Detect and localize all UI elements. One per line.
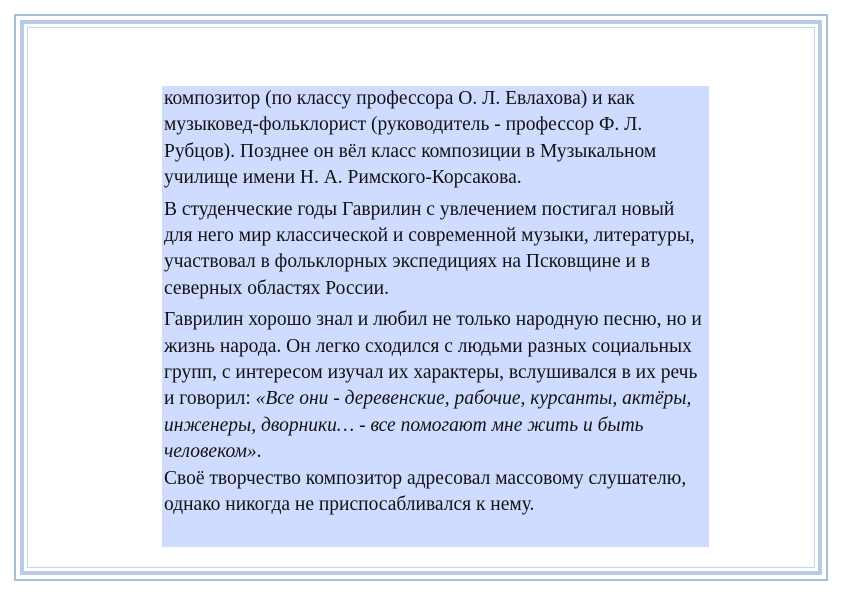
paragraph-student-years: В студенческие годы Гаврилин с увлечением постигал новый для него мир классической и современной музыки, литературы, участвовал в фольклорных экспедициях на Псковщине и в северных областях России. — [164, 198, 695, 299]
quote-end: . — [256, 441, 262, 463]
paragraph-folk-life-text: Гаврилин хорошо знал и любил не только народную песню, но и жизнь народа. Он легко сходился с людьми разных социальных групп, с интересом изучал их характеры, вслушивался в их речь и говорил: — [164, 309, 702, 410]
paragraph-folk-life — [164, 307, 705, 465]
gavrilin-quote: «Все они - деревенские, рабочие, курсанты, актёры, инженеры, дворники… - все помогают мне жить и быть человеком» — [164, 388, 692, 463]
paragraph-audience: Своё творчество композитор адресовал массовому слушателю, однако никогда не приспосабливался к нему. — [164, 467, 687, 516]
paragraph-education: композитор (по классу профессора О. Л. Евлахова) и как музыковед-фольклорист (руководитель - профессор Ф. Л. Рубцов). Позднее он вёл класс композиции в Музыкальном училище имени Н. А. Римского-Корсакова. — [164, 88, 657, 189]
text-block — [162, 86, 709, 547]
